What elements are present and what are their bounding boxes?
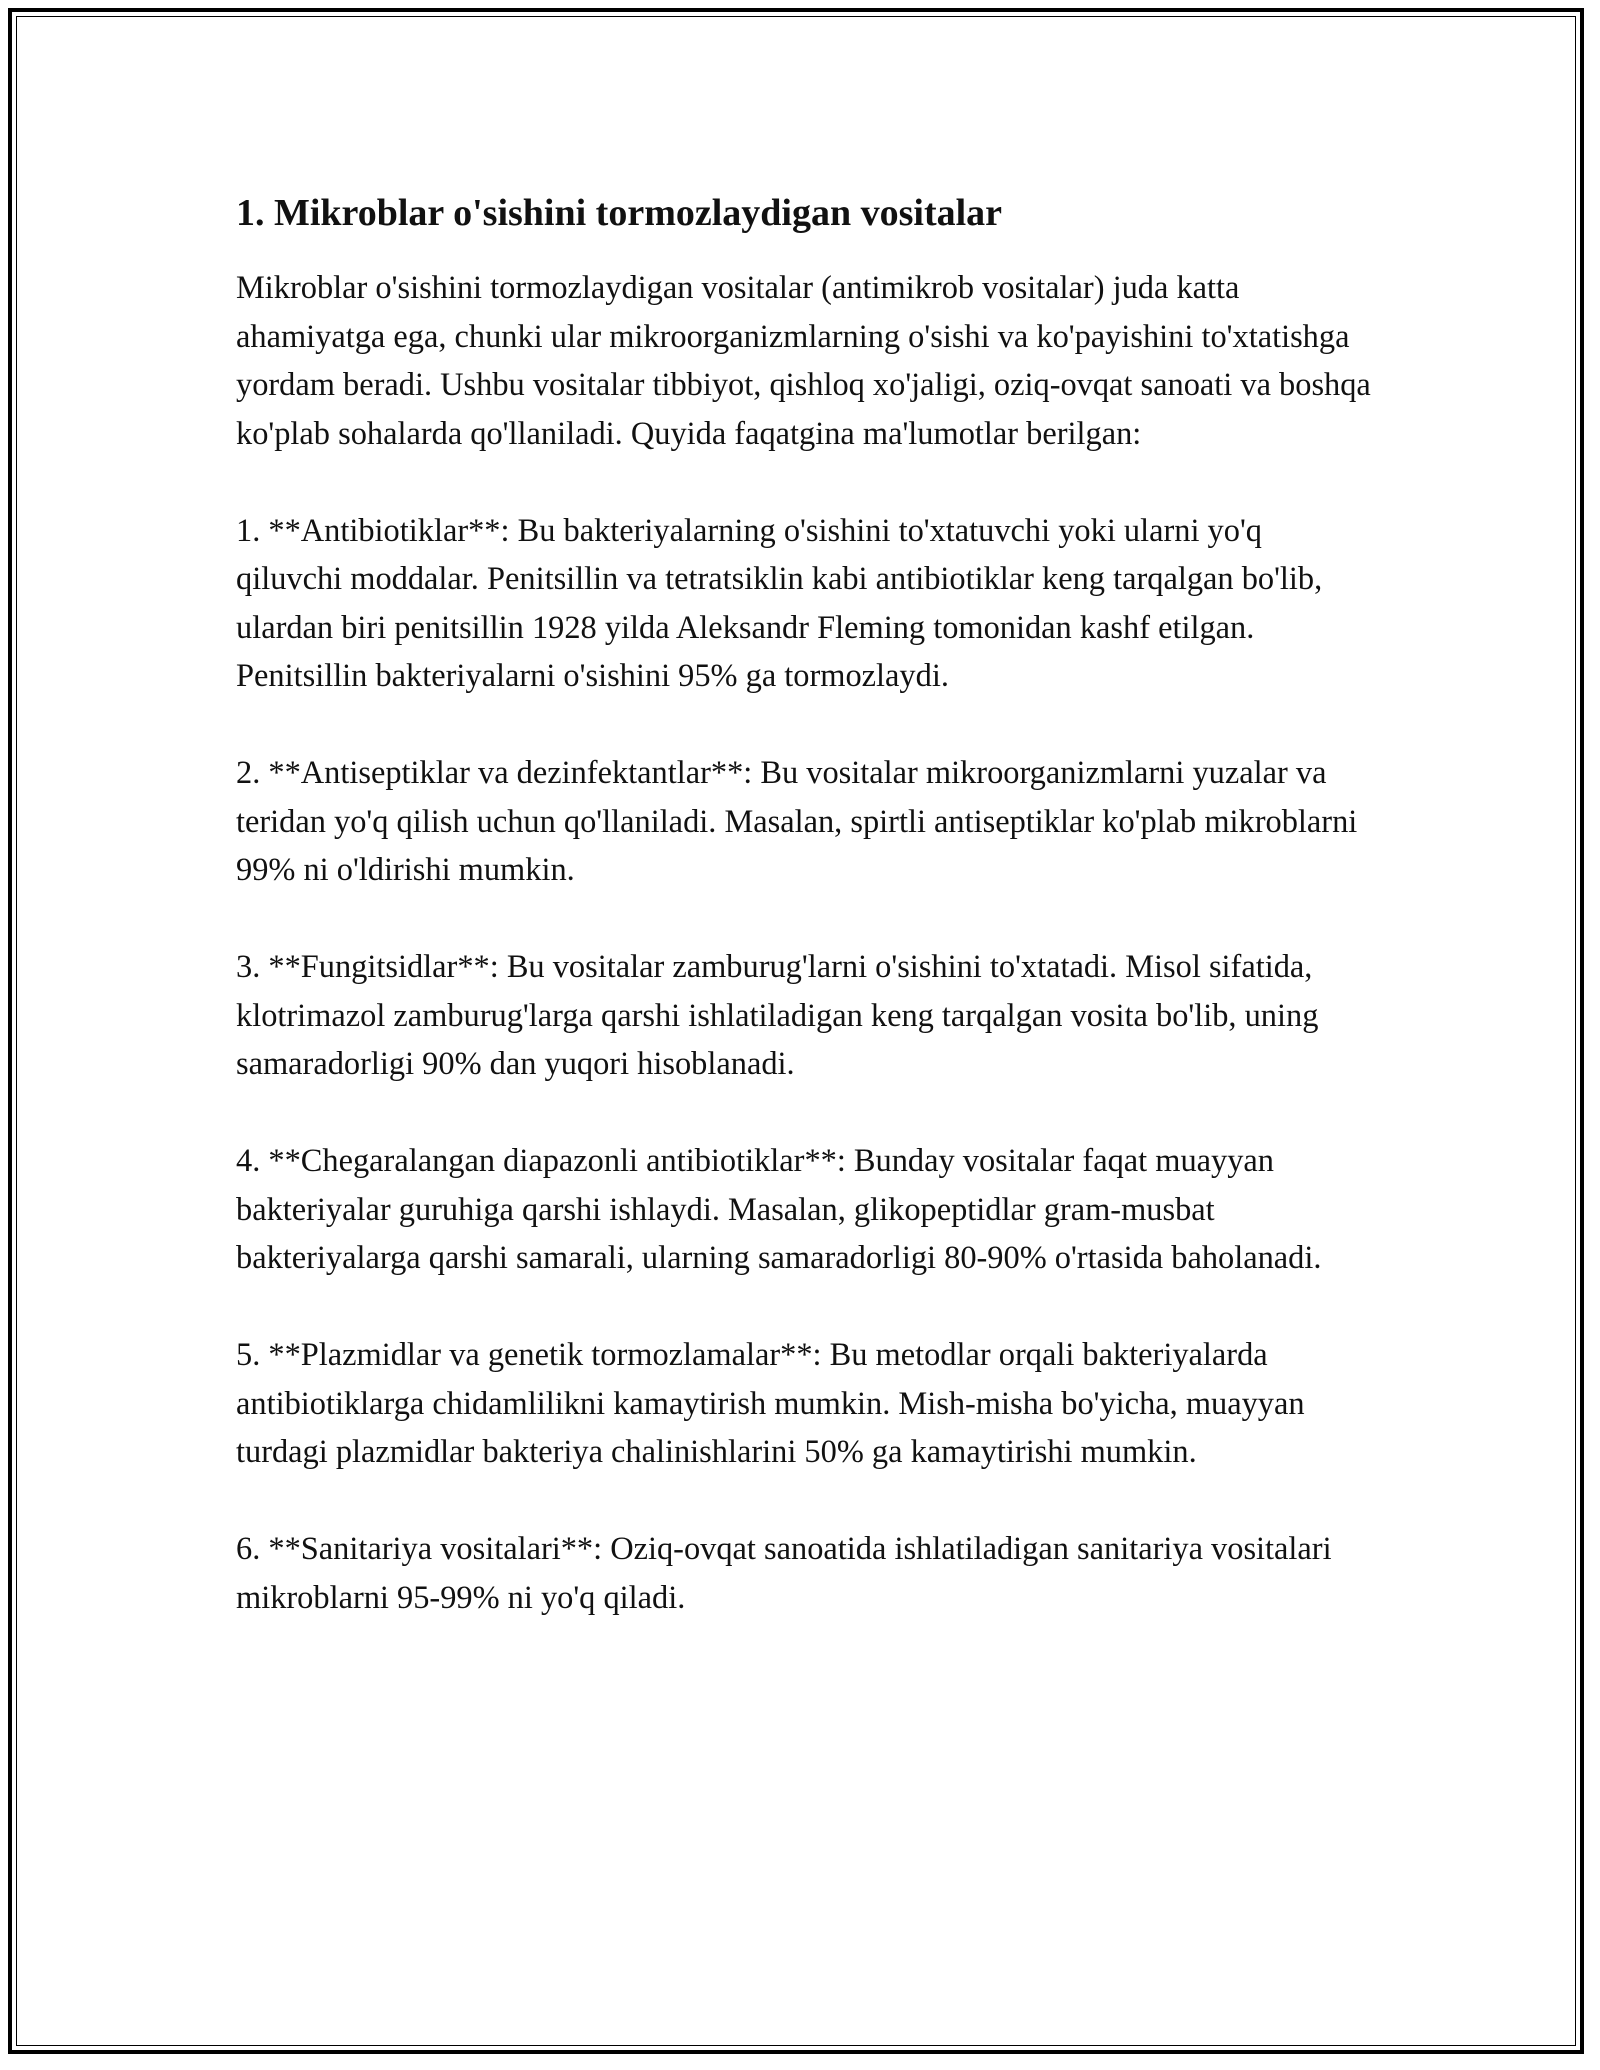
list-item-antibiotics: 1. **Antibiotiklar**: Bu bakteriyalarning o'sishini to'xtatuvchi yoki ularni yo'q qiluvchi moddalar. Penitsillin va tetratsiklin kabi antibiotiklar keng tarqalgan bo'lib, ulardan biri penitsillin 1928 yilda Aleksandr Fleming tomonidan kashf etilgan. Penitsillin bakteriyalarni o'sishini 95% ga tormozlaydi.	[236, 512, 1323, 694]
list-item-narrow-spectrum-antibiotics: 4. **Chegaralangan diapazonli antibiotiklar**: Bunday vositalar faqat muayyan bakteriyalar guruhiga qarshi ishlaydi. Masalan, glikopeptidlar gram-musbat bakteriyalarga qarshi samarali, ularning samaradorligi 80-90% o'rtasida baholanadi.	[236, 1143, 1322, 1276]
list-item-sanitation: 6. **Sanitariya vositalari**: Oziq-ovqat sanoatida ishlatiladigan sanitariya vositalari mikroblarni 95-99% ni yo'q qiladi.	[236, 1531, 1332, 1616]
document-title: 1. Mikroblar o'sishini tormozlaydigan vositalar	[236, 192, 1003, 234]
document-body	[236, 188, 1376, 1622]
list-item-plasmids: 5. **Plazmidlar va genetik tormozlamalar**: Bu metodlar orqali bakteriyalarda antibiotiklarga chidamlilikni kamaytirish mumkin. Mish-misha bo'yicha, muayyan turdagi plazmidlar bakteriya chalinishlarini 50% ga kamaytirishi mumkin.	[236, 1337, 1305, 1470]
list-item-antiseptics: 2. **Antiseptiklar va dezinfektantlar**: Bu vositalar mikroorganizmlarni yuzalar va teridan yo'q qilish uchun qo'llaniladi. Masalan, spirtli antiseptiklar ko'plab mikroblarni 99% ni o'ldirishi mumkin.	[236, 755, 1358, 888]
intro-paragraph: Mikroblar o'sishini tormozlaydigan vositalar (antimikrob vositalar) juda katta ahamiyatga ega, chunki ular mikroorganizmlarning o'sishi va ko'payishini to'xtatishga yordam beradi. Ushbu vositalar tibbiyot, qishloq xo'jaligi, oziq-ovqat sanoati va boshqa ko'plab sohalarda qo'llaniladi. Quyida faqatgina ma'lumotlar berilgan:	[236, 270, 1371, 452]
list-item-fungicides: 3. **Fungitsidlar**: Bu vositalar zamburug'larni o'sishini to'xtatadi. Misol sifatida, klotrimazol zamburug'larga qarshi ishlatiladigan keng tarqalgan vosita bo'lib, uning samaradorligi 90% dan yuqori hisoblanadi.	[236, 949, 1319, 1082]
